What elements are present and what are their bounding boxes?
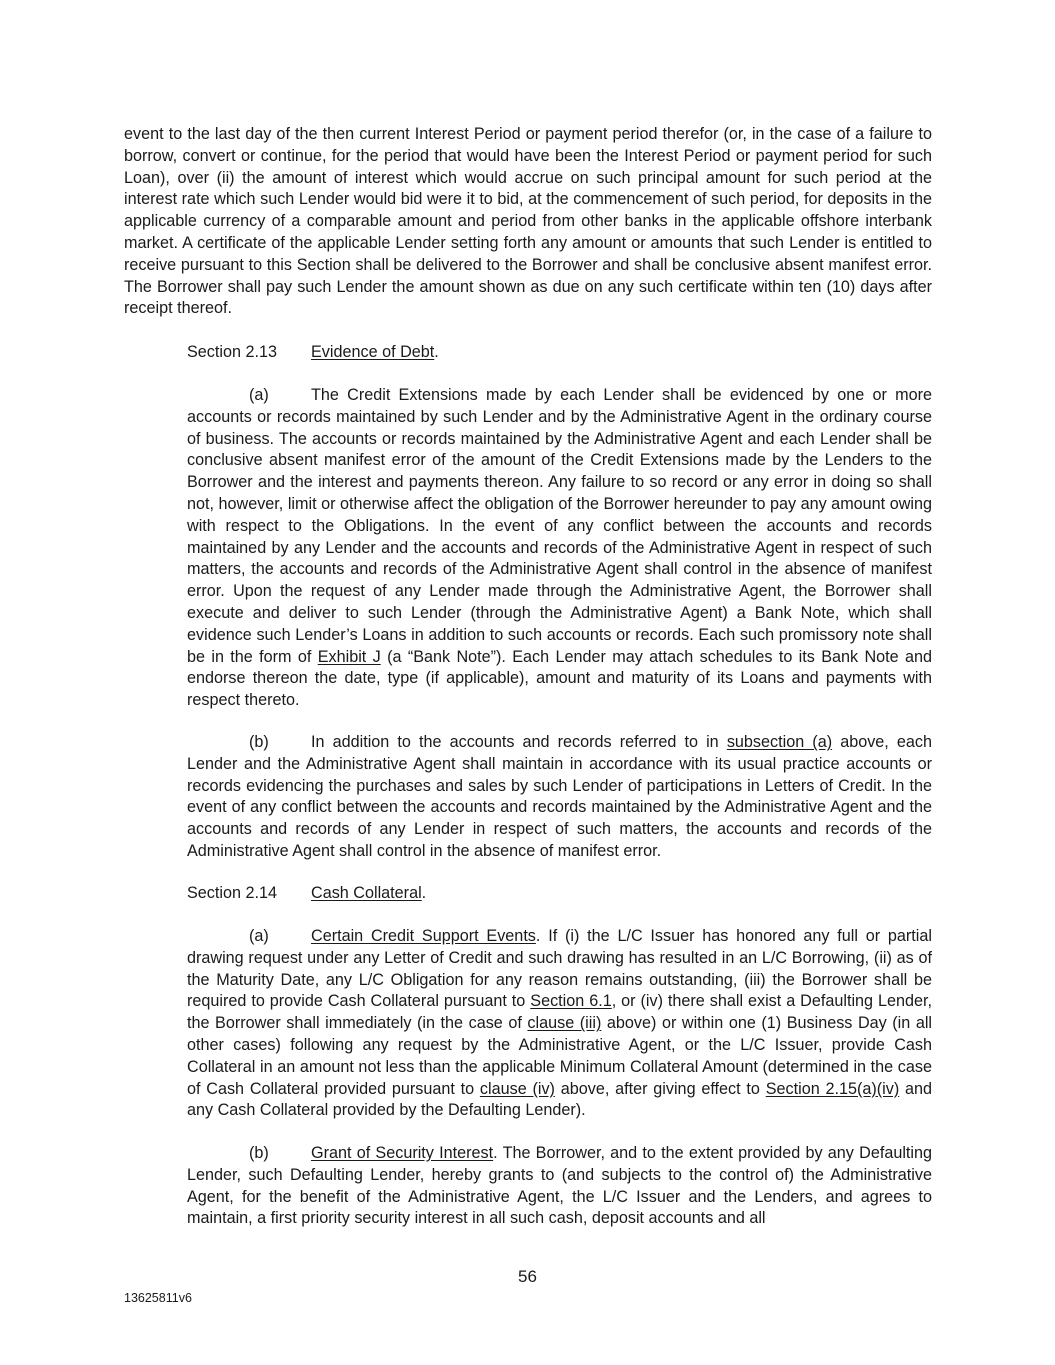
body-text: (a “Bank Note”). Each Lender may attach schedules to its Bank Note and endorse thereon the date, type (if applicable), amount and maturity of its Loans and payments with respect thereto. [187,647,932,710]
subsection-label: (b) [249,733,269,751]
section-2-14-heading: Section 2.14 Cash Collateral. [187,883,426,905]
section-2-13-a [187,385,932,712]
body-text: The Credit Extensions made by each Lender shall be evidenced by one or more accounts or records maintained by such Lender and by the Administrative Agent in the ordinary course of business. The accounts or records maintained by the Administrative Agent and each Lender shall be conclusive absent manifest error of the amount of the Credit Extensions made by the Lenders to the Borrower and the interest and payments thereon. Any failure to so record or any error in doing so shall not, however, limit or otherwise affect the obligation of the Borrower hereunder to pay any amount owing with respect to the Obligations. In the event of any conflict between the accounts and records maintained by any Lender and the accounts and records of the Administrative Agent in respect of such matters, the accounts and records of the Administrative Agent shall control in the absence of manifest error. Upon the request of any Lender made through the Administrative Agent, the Borrower shall execute and deliver to such Lender (through the Administrative Agent) a Bank Note, which shall evidence such Lender’s Loans in addition to such accounts or records. Each such promissory note shall be in the form of [187,386,932,666]
section-6-1-link[interactable]: Section 6.1 [530,992,612,1011]
section-number: Section 2.14 [187,884,277,902]
section-2-13-heading: Section 2.13 Evidence of Debt. [187,342,439,364]
body-text: above) or within one (1) Business Day (in all other cases) following any request by the Administrative Agent, or the L/C Issuer, provide Cash Collateral in an amount not less than the applicable Minimum Collateral Amount (determined in the case of Cash Collateral provided pursuant to [187,1014,933,1098]
page-number: 56 [518,1267,537,1286]
subsection-label: (a) [249,386,269,404]
subsection-label: (b) [249,1144,269,1162]
body-text: above, each Lender and the Administrative Agent shall maintain in accordance with its usual practice accounts or records evidencing the purchases and sales by such Lender of participations in Letters of Credit. In the event of any conflict between the accounts and records maintained by the Administrative Agent and the accounts and records of any Lender in respect of such matters, the accounts and records of the Administrative Agent shall control in the absence of manifest error. [187,733,933,860]
body-text: The Borrower, and to the extent provided by any Defaulting Lender, such Defaulting Lender, hereby grants to (and subjects to the control of) the Administrative Agent, for the benefit of the Administrative Agent, the L/C Issuer and the Lenders, and agrees to maintain, a first priority security interest in all such cash, deposit accounts and all [187,1144,933,1228]
subsection-label: (a) [249,927,269,945]
section-title: Cash Collateral [311,884,422,902]
section-2-15-link[interactable]: Section 2.15(a)(iv) [765,1079,900,1098]
body-text: If (i) the L/C Issuer has honored any full or partial drawing request under any Letter of Credit and such drawing has resulted in an L/C Borrowing, (ii) as of the Maturity Date, any L/C Obligation for any reason remains outstanding, (iii) the Borrower shall be required to provide Cash Collateral pursuant to [187,927,932,1011]
document-id: 13625811v6 [124,1291,192,1305]
section-2-14-a: (a) Certain Credit Support Events. If (i) the L/C Issuer has honored any full or partial drawing request under any Letter of Credit and such drawing has resulted in an L/C Borrowing, (ii) as of the Maturity Date, any L/C Obligation for any reason remains outstanding, (iii) the Borrower shall be required to provide Cash Collateral pursuant to Section 6.1, or (iv) there shall exist a Defaulting Lender, the Borrower shall immediately (in the case of clause (iii) above) or within one (1) Business Day (in all other cases) following any request by the Administrative Agent, or the L/C Issuer, provide Cash Collateral in an amount not less than the applicable Minimum Collateral Amount (determined in the case of Cash Collateral provided pursuant to clause (iv) above, after giving effect to Section 2.15(a)(iv) and any Cash Collateral provided by the Defaulting Lender). [187,927,933,1120]
subsection-caption: Certain Credit Support Events [311,927,536,945]
section-title: Evidence of Debt [311,343,435,361]
section-number: Section 2.13 [187,343,277,361]
body-text: , or (iv) there shall exist a Defaulting Lender, the Borrower shall immediately (in the case of [187,992,933,1033]
intro-paragraph: event to the last day of the then current Interest Period or payment period therefor (or, in the case of a failure to borrow, convert or continue, for the period that would have been the Interest Period or payment period for such Loan), over (ii) the amount of interest which would accrue on such principal amount for such period at the interest rate which such Lender would bid were it to bid, at the commencement of such period, for deposits in the applicable currency of a comparable amount and period from other banks in the applicable offshore interbank market. A certificate of the applicable Lender setting forth any amount or amounts that such Lender is entitled to receive pursuant to this Section shall be delivered to the Borrower and shall be conclusive absent manifest error. The Borrower shall pay such Lender the amount shown as due on any such certificate within ten (10) days after receipt thereof. [124,125,932,318]
subsection-caption: Grant of Security Interest [311,1144,494,1162]
clause-iv-link[interactable]: clause (iv) [479,1079,555,1098]
body-text: In addition to the accounts and records referred to in [311,733,719,751]
exhibit-j-link[interactable]: Exhibit J [317,647,381,666]
section-2-13-b [187,732,932,863]
clause-iii-link[interactable]: clause (iii) [527,1014,602,1033]
body-text: and any Cash Collateral provided by the Defaulting Lender). [187,1079,933,1120]
body-text: above, after giving effect to [560,1079,760,1098]
subsection-a-link[interactable]: subsection (a) [726,733,833,751]
section-2-14-b: (b) Grant of Security Interest. The Borrower, and to the extent provided by any Defaulting Lender, such Defaulting Lender, hereby grants to (and subjects to the control of) the Administrative Agent, for the benefit of the Administrative Agent, the L/C Issuer and the Lenders, and agrees to maintain, a first priority security interest in all such cash, deposit accounts and all [187,1144,933,1228]
